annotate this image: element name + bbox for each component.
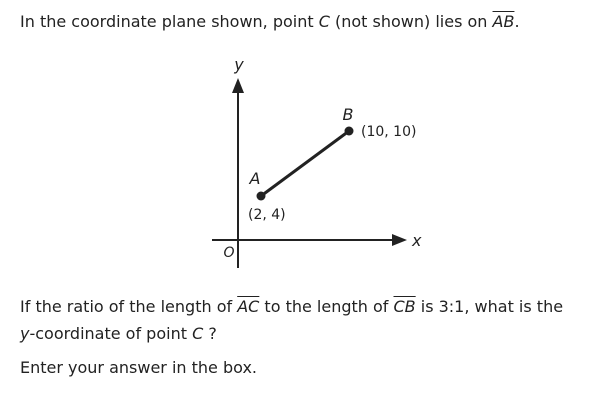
segment-cb-label: $\overline{CB}$ [393,297,416,316]
segment-ab-label: $\overline{AB}$ [492,12,515,31]
question-line-2 [20,297,563,317]
text-run: . [514,12,520,31]
text-run: is 3:1, what is the [415,297,564,316]
text-run: If the ratio of the length of [20,297,238,316]
y-axis-arrow-icon [232,78,244,93]
x-axis-label: x [412,231,422,250]
point-b-coord-label: (10, 10) [361,124,417,140]
y-variable: y [20,324,30,343]
point-a-label: A [249,169,261,188]
origin-label: O [223,245,235,261]
point-c-label: C [318,12,330,31]
point-b [345,127,354,136]
point-a [257,192,266,201]
text-run: ? [203,324,217,343]
y-axis-label: y [234,55,244,74]
point-b-label: B [342,105,354,124]
segment-ab [261,131,349,196]
text-run: to the length of [259,297,394,316]
text-run: -coordinate of point [29,324,193,343]
question-line-3 [20,324,217,344]
point-c-label: C [192,324,204,343]
x-axis-arrow-icon [392,234,407,246]
text-run: (not shown) lies on [329,12,493,31]
text-run: In the coordinate plane shown, point [20,12,319,31]
instruction-text: Enter your answer in the box. [20,358,257,377]
segment-ac-label: $\overline{AC}$ [237,297,260,316]
point-a-coord-label: (2, 4) [248,207,286,223]
